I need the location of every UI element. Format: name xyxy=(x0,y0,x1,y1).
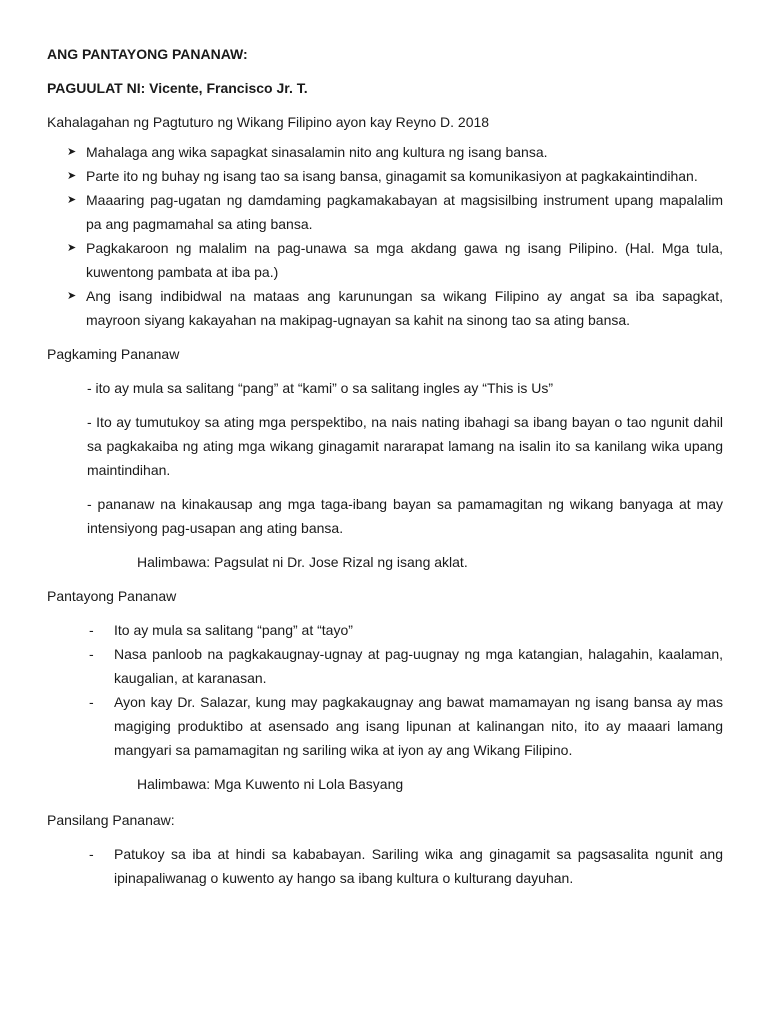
reporter-line: PAGUULAT NI: Vicente, Francisco Jr. T. xyxy=(47,80,308,96)
dash-bullet: - xyxy=(89,646,94,662)
arrow-bullet-icon: ➤ xyxy=(67,290,77,302)
paragraph: - pananaw na kinakausap ang mga taga-ibang bayan sa pamamagitan ng wikang banyaga at may intensiyong pag-usapan ang ating bansa. xyxy=(87,496,723,536)
list-item: - Patukoy sa iba at hindi sa kababayan. Sariling wika ang ginagamit sa pagsasalita ngunit ang ipinapaliwanag o kuwento ay hango sa ibang kultura o kulturang dayuhan. xyxy=(47,842,723,890)
arrow-bullet-icon: ➤ xyxy=(67,242,77,254)
dash-bullet: - xyxy=(89,846,94,862)
list-item: ➤ Ang isang indibidwal na mataas ang karunungan sa wikang Filipino ay angat sa iba sapagkat, mayroon siyang kakayahan na makipag-ugnayan sa kahit na sinong tao sa ating bansa. xyxy=(47,284,723,332)
list-item: ➤ Pagkakaroon ng malalim na pag-unawa sa mga akdang gawa ng isang Pilipino. (Hal. Mga tula, kuwentong pambata at iba pa.) xyxy=(47,236,723,284)
pansilang-list xyxy=(47,842,723,890)
importance-list xyxy=(47,140,723,332)
section-title-pagkaming: Pagkaming Pananaw xyxy=(47,346,180,362)
example-line: Halimbawa: Pagsulat ni Dr. Jose Rizal ng isang aklat. xyxy=(137,554,468,570)
dash-bullet: - xyxy=(89,622,94,638)
list-item: ➤ Parte ito ng buhay ng isang tao sa isang bansa, ginagamit sa komunikasiyon at pagkakaintindihan. xyxy=(47,164,723,188)
paragraph: - Ito ay tumutukoy sa ating mga perspektibo, na nais nating ibahagi sa ibang bayan o tao ngunit dahil sa pagkakaiba ng ating mga wikang ginagamit nararapat lamang na isalin ito sa kanilang wika upang maintindihan. xyxy=(87,414,723,478)
arrow-bullet-icon: ➤ xyxy=(67,170,77,182)
document-title: ANG PANTAYONG PANANAW: xyxy=(47,46,248,62)
paragraph: - ito ay mula sa salitang “pang” at “kami” o sa salitang ingles ay “This is Us” xyxy=(87,380,554,396)
list-item: ➤ Maaaring pag-ugatan ng damdaming pagkamakabayan at magsisilbing instrument upang mapalalim pa ang pagmamahal sa ating bansa. xyxy=(47,188,723,236)
list-item: - Nasa panloob na pagkakaugnay-ugnay at pag-uugnay ng mga katangian, halagahin, kaalaman, kaugalian, at karanasan. xyxy=(47,642,723,690)
list-item: - Ito ay mula sa salitang “pang” at “tayo” xyxy=(47,618,723,642)
list-item: - Ayon kay Dr. Salazar, kung may pagkakaugnay ang bawat mamamayan ng isang bansa ay mas magiging produktibo at asensado ang isang lipunan at kalinangan nito, ito ay maaari lamang mangyari sa pamamagitan ng sariling wika at iyon ay ang Wikang Filipino. xyxy=(47,690,723,762)
example-line: Halimbawa: Mga Kuwento ni Lola Basyang xyxy=(137,776,404,792)
list-item: ➤ Mahalaga ang wika sapagkat sinasalamin nito ang kultura ng isang bansa. xyxy=(47,140,723,164)
intro-line: Kahalagahan ng Pagtuturo ng Wikang Filipino ayon kay Reyno D. 2018 xyxy=(47,114,490,130)
pantayong-list xyxy=(47,618,723,762)
arrow-bullet-icon: ➤ xyxy=(67,194,77,206)
dash-bullet: - xyxy=(89,694,94,710)
section-title-pansilang: Pansilang Pananaw: xyxy=(47,812,175,828)
document-page xyxy=(47,42,723,900)
arrow-bullet-icon: ➤ xyxy=(67,146,77,158)
section-title-pantayong: Pantayong Pananaw xyxy=(47,588,177,604)
